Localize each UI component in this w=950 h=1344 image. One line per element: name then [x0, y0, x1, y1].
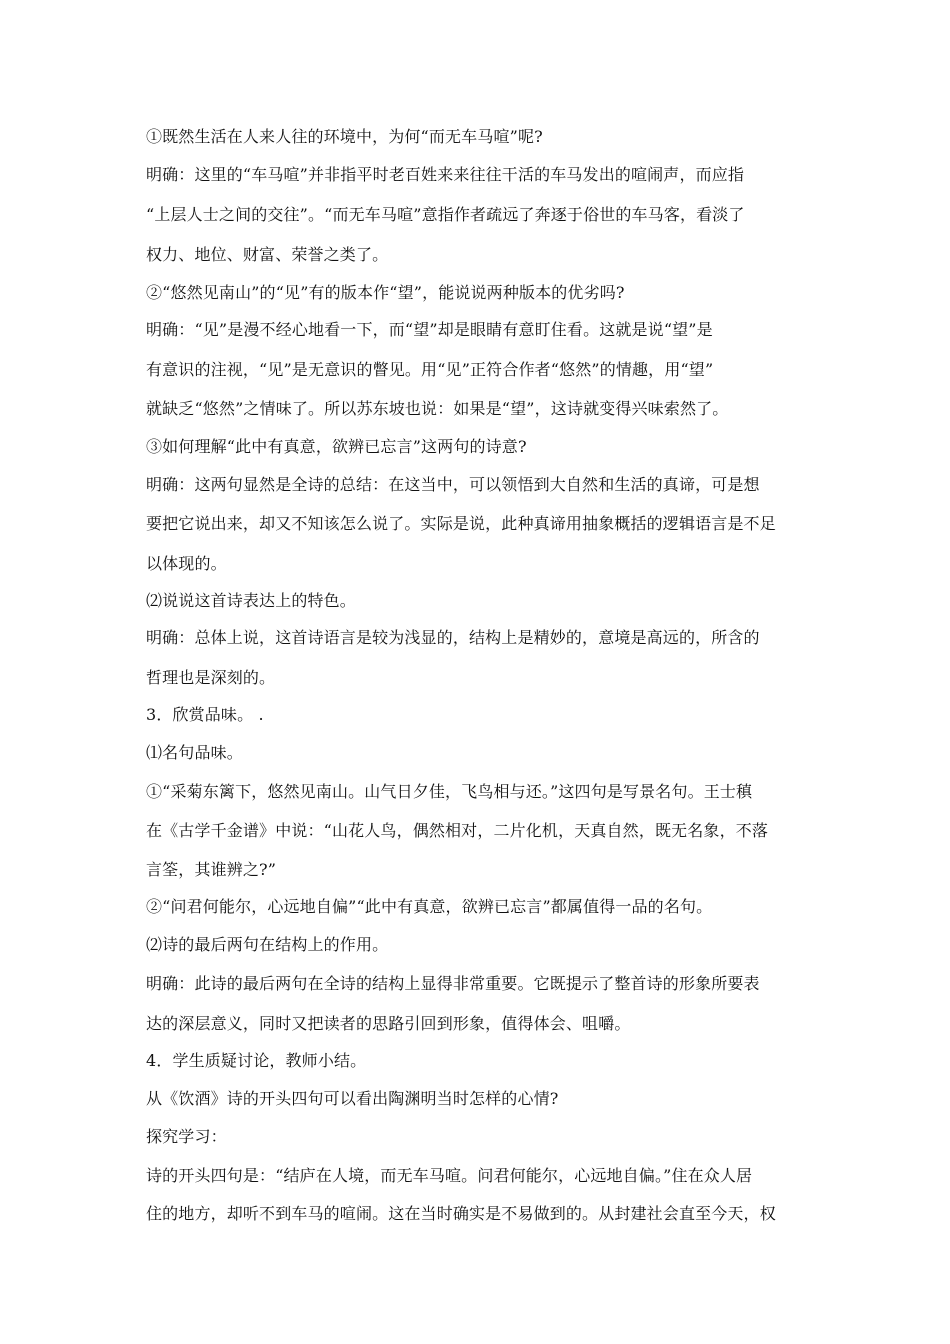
- text-line: 明确：此诗的最后两句在全诗的结构上显得非常重要。它既提示了整首诗的形象所要表: [146, 974, 760, 993]
- text-line: ②“问君何能尔，心远地自偏”“此中有真意，欲辨已忘言”都属值得一品的名句。: [146, 897, 713, 916]
- text-line: 探究学习：: [146, 1127, 227, 1146]
- text-line: 明确：这两句显然是全诗的总结：在这当中，可以领悟到大自然和生活的真谛，可是想: [146, 475, 760, 494]
- text-line: 哲理也是深刻的。: [146, 668, 276, 687]
- text-line: 权力、地位、财富、荣誉之类了。: [146, 245, 389, 264]
- text-line: “上层人士之间的交往”。“而无车马喧”意指作者疏远了奔逐于俗世的车马客，看淡了: [146, 205, 745, 224]
- text-line: 达的深层意义，同时又把读者的思路引回到形象，值得体会、咀嚼。: [146, 1014, 631, 1033]
- text-line: 明确：“见”是漫不经心地看一下，而“望”却是眼睛有意盯住看。这就是说“望”是: [146, 320, 713, 339]
- text-line: 4．学生质疑讨论，教师小结。: [146, 1051, 367, 1070]
- text-line: ②“悠然见南山”的“见”有的版本作“望”，能说说两种版本的优劣吗?: [146, 283, 625, 302]
- text-line: 以体现的。: [146, 554, 227, 573]
- text-line: 明确：总体上说，这首诗语言是较为浅显的，结构上是精妙的，意境是高远的，所含的: [146, 628, 760, 647]
- text-line: ⑵说说这首诗表达上的特色。: [146, 591, 356, 610]
- text-line: 就缺乏“悠然”之情味了。所以苏东坡也说：如果是“望”，这诗就变得兴味索然了。: [146, 399, 729, 418]
- text-line: 有意识的注视，“见”是无意识的瞥见。用“见”正符合作者“悠然”的情趣，用“望”: [146, 360, 714, 379]
- text-line: ⑵诗的最后两句在结构上的作用。: [146, 935, 389, 954]
- text-line: 在《古学千金谱》中说：“山花人鸟，偶然相对，二片化机，天真自然，既无名象，不落: [146, 821, 769, 840]
- text-line: 要把它说出来，却又不知该怎么说了。实际是说，此种真谛用抽象概括的逻辑语言是不足: [146, 514, 776, 533]
- text-line: 住的地方，却听不到车马的喧闹。这在当时确实是不易做到的。从封建社会直至今天，权: [146, 1204, 776, 1223]
- text-line: ①既然生活在人来人往的环境中，为何“而无车马喧”呢?: [146, 127, 543, 146]
- text-line: ⑴名句品味。: [146, 743, 243, 762]
- text-line: ③如何理解“此中有真意，欲辨已忘言”这两句的诗意?: [146, 437, 527, 456]
- text-line: ①“采菊东篱下，悠然见南山。山气日夕佳，飞鸟相与还。”这四句是写景名句。王士稹: [146, 782, 753, 801]
- text-line: 3．欣赏品味。 .: [146, 705, 264, 724]
- text-line: 言筌，其谁辨之?”: [146, 860, 277, 879]
- text-line: 诗的开头四句是：“结庐在人境，而无车马喧。问君何能尔，心远地自偏。”住在众人居: [146, 1166, 753, 1185]
- text-line: 明确：这里的“车马喧”并非指平时老百姓来来往往干活的车马发出的喧闹声，而应指: [146, 165, 745, 184]
- text-line: 从《饮酒》诗的开头四句可以看出陶渊明当时怎样的心情?: [146, 1089, 559, 1108]
